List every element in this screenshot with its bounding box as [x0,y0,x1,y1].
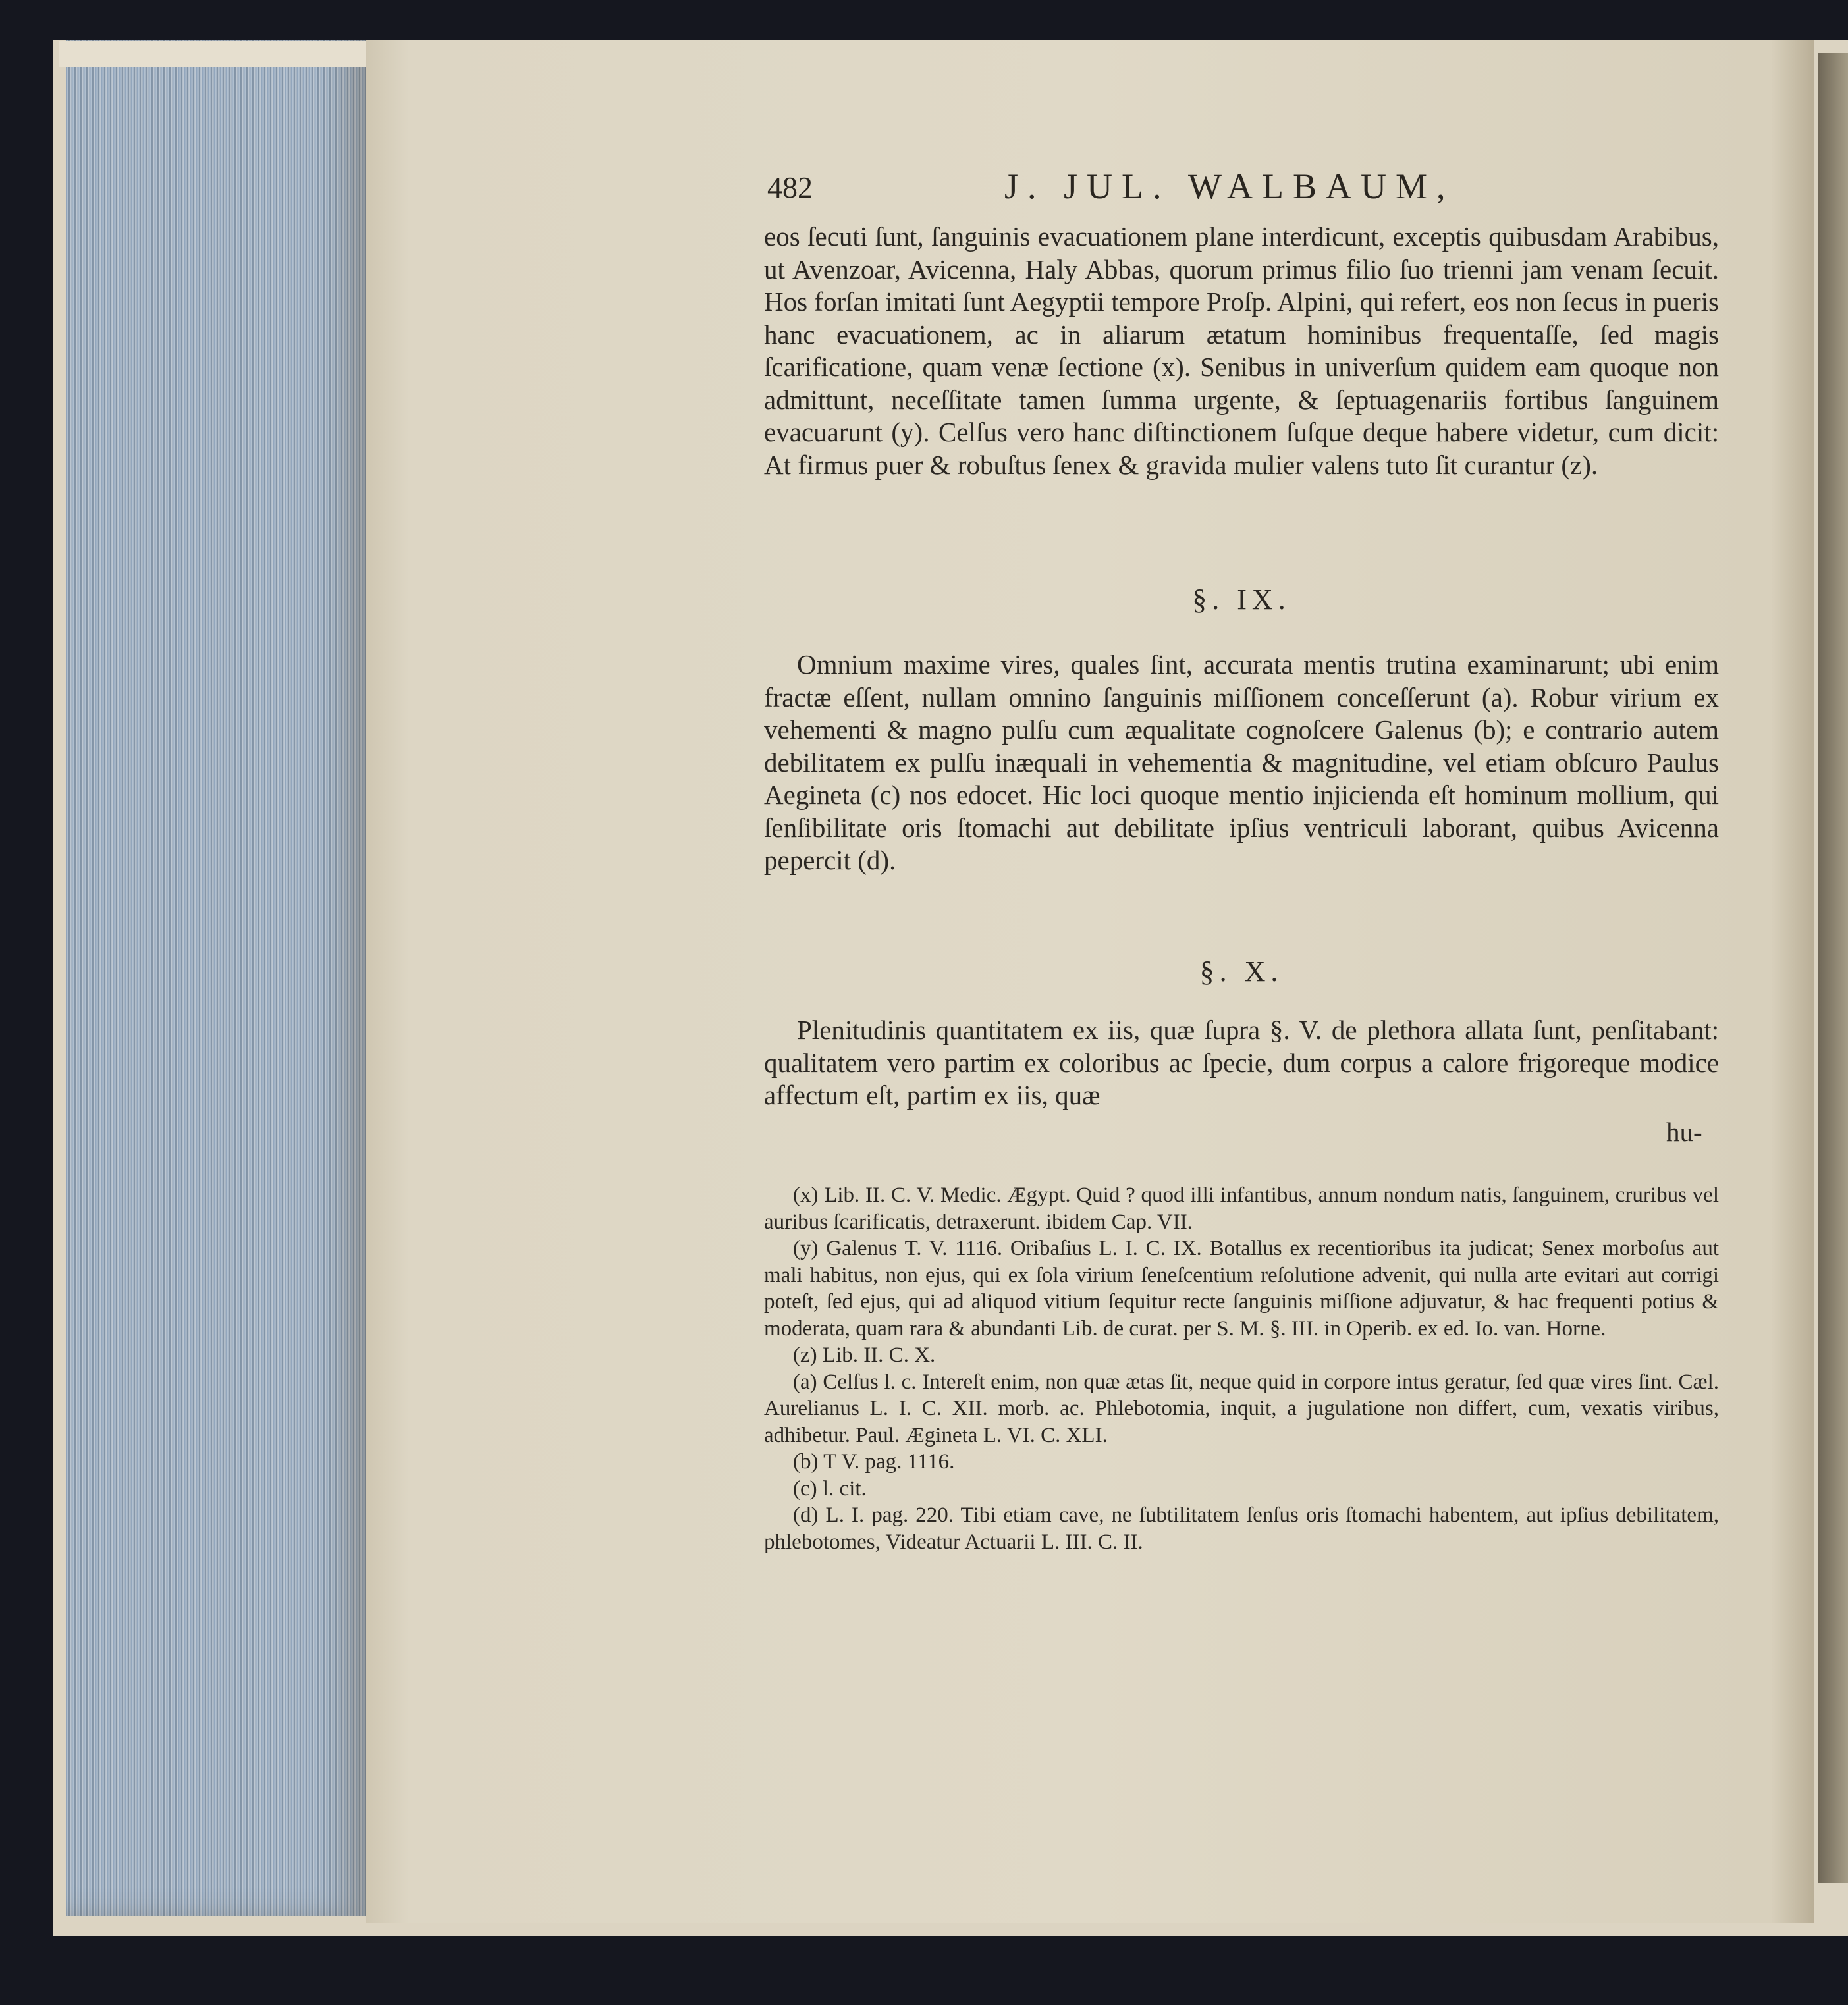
page-header [767,166,1742,219]
footnote-b: (b) T V. pag. 1116. [793,1450,955,1474]
paragraph-2 [764,649,1719,877]
footnote-z: (z) Lib. II. C. X. [793,1343,936,1367]
page-edges-top [59,41,369,67]
footnote-a: (a) Celſus l. c. Intereſt enim, non quæ ætas ſit, neque quid in corpore intus geratur, ſed quæ vires ſint. Cæl. Aurelianus L. I. C. XII. morb. ac. Phlebotomia, inquit, a jugulatione non differt, cum, vexatis viribus, adhibetur. Paul. Ægineta L. VI. C. XLI. [764,1370,1719,1447]
footnotes [764,1182,1719,1555]
page-edges [66,40,366,1916]
section-heading-ix: §. IX. [1192,583,1291,616]
page-number: 482 [767,171,813,204]
footnote-c: (c) l. cit. [793,1476,867,1501]
paragraph-3-text: Plenitudinis quantitatem ex iis, quæ ſupra §. V. de plethora allata ſunt, penſitabant: qualitatem vero partim ex coloribus ac ſpecie, dum corpus a calore frigoreque modice affectum eſt, partim ex iis, quæ [764,1015,1719,1110]
running-title: J. JUL. WALBAUM, [1004,167,1455,206]
catchword: hu- [1666,1117,1702,1147]
footnote-x: (x) Lib. II. C. V. Medic. Ægypt. Quid ? quod illi infantibus, annum nondum natis, ſanguinem, cruribus vel auribus ſcarificatis, detraxerunt. ibidem Cap. VII. [764,1183,1719,1234]
paragraph-1-text: eos ſecuti ſunt, ſanguinis evacuationem plane interdicunt, exceptis quibusdam Arabibus, ut Avenzoar, Avicenna, Haly Abbas, quorum primus filio ſuo trienni jam venam ſecuit. Hos forſan imitati ſunt Aegyptii tempore Proſp. Alpini, qui refert, eos non ſecus in pueris hanc evacuationem, ac in aliarum ætatum hominibus frequentaſſe, ſed magis ſcarificatione, quam venæ ſectione (x). Senibus in univerſum quidem eam quoque non admittunt, neceſſitate tamen ſumma urgente, & ſeptuagenariis fortibus ſanguinem evacuarunt (y). Celſus vero hanc diſtinctionem ſuſque deque habere videtur, cum dicit: At firmus puer & robuſtus ſenex & gravida mulier valens tuto ſit curantur (z). [764,221,1719,480]
footnote-y: (y) Galenus T. V. 1116. Oribaſius L. I. C. IX. Botallus ex recentioribus ita judicat; Senex morboſus aut mali habitus, non ejus, qui ex ſola virium ſeneſcentium reſolutione advenit, qui nulla arte evitari aut corrigi poteſt, ſed ejus, qui ad aliquod vitium ſequitur recte ſanguinis miſſione adjuvatur, & hac frequenti potius & moderata, quam rara & abundanti Lib. de curat. per S. M. §. III. in Operib. ex ed. Io. van. Horne. [764,1237,1719,1341]
section-heading-x: §. X. [1199,955,1284,988]
paragraph-2-text: Omnium maxime vires, quales ſint, accurata mentis trutina examinarunt; ubi enim fractæ eſſent, nullam omnino ſanguinis miſſionem conceſſerunt (a). Robur virium ex vehementi & magno pulſu cum æqualitate cognoſcere Galenus (b); e contrario autem debilitatem ex pulſu inæquali in vehementia & magnitudine, vel etiam obſcuro Paulus Aegineta (c) nos edocet. Hic loci quoque mentio injicienda eſt hominum mollium, qui ſenſibilitate oris ſtomachi aut debilitate ipſius ventriculi laborant, quibus Avicenna pepercit (d). [764,649,1719,875]
paragraph-3 [764,1014,1719,1112]
paragraph-1 [764,221,1719,481]
footnote-d: (d) L. I. pag. 220. Tibi etiam cave, ne ſubtilitatem ſenſus oris ſtomachi habentem, aut ipſius debilitatem, phlebotomes, Videatur Actuarii L. III. C. II. [764,1503,1719,1554]
right-edge [1818,53,1848,1883]
